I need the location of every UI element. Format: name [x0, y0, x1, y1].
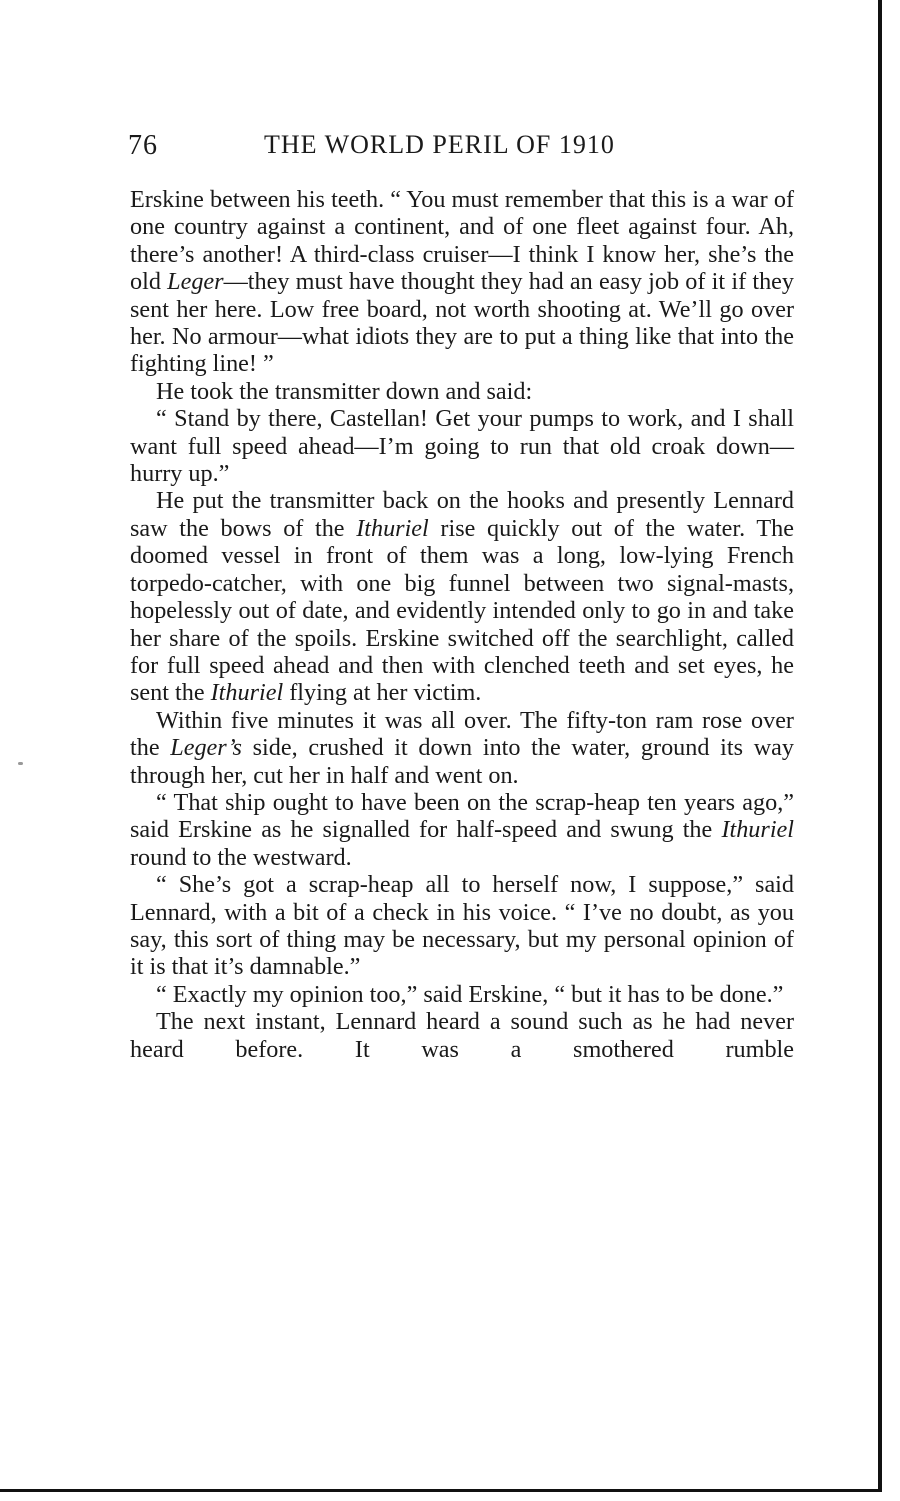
- paragraph: [130, 981, 794, 1008]
- italic-ship-name: Ithuriel: [356, 514, 429, 542]
- text-run: side, crushed it down into the water, ground its way through her, cut her in half and went on.: [130, 734, 794, 789]
- text-run: He took the transmitter down and said:: [156, 377, 533, 405]
- paragraph: [130, 789, 794, 871]
- paragraph: [130, 871, 794, 981]
- running-title: THE WORLD PERIL OF 1910: [264, 130, 615, 159]
- text-run: “ Exactly my opinion too,” said Erskine, “ but it has to be done.”: [156, 980, 784, 1008]
- running-header: [128, 130, 793, 170]
- text-run: round to the westward.: [130, 843, 352, 871]
- text-run: flying at her victim.: [283, 679, 482, 707]
- body-text: [130, 186, 794, 1063]
- text-run: “ She’s got a scrap-heap all to herself now, I suppose,” said Lennard, with a bit of a check in his voice. “ I’ve no doubt, as you say, this sort of thing may be necessary, but my personal opinion of it is that it’s damnable.”: [130, 871, 794, 981]
- paragraph: [130, 487, 794, 706]
- paragraph: [130, 186, 794, 378]
- paragraph: [130, 378, 794, 405]
- text-run: The next instant, Lennard heard a sound such as he had never heard before. It was a smothered rumble: [130, 1008, 794, 1063]
- paragraph: [130, 1008, 794, 1063]
- text-run: Within five minutes it was all over. The fifty-ton ram rose over the: [130, 706, 794, 762]
- paragraph: [130, 405, 794, 487]
- margin-speck: [18, 762, 23, 765]
- text-run: He put the transmitter back on the hooks and presently Lennard saw the bows of the: [130, 487, 794, 542]
- paragraph: [130, 707, 794, 789]
- italic-ship-name: Leger: [167, 268, 224, 296]
- italic-ship-name: Ithuriel: [721, 816, 794, 844]
- text-run: “ Stand by there, Castellan! Get your pumps to work, and I shall want full speed ahead—I’m going to run that old croak down—hurry up.”: [130, 405, 794, 488]
- text-run: Erskine between his teeth. “ You must remember that this is a war of one country against a continent, and of one fleet against four. Ah, there’s another! A third-class cruiser—I think I know her, she’s the old: [130, 186, 794, 296]
- text-run: “ That ship ought to have been on the scrap-heap ten years ago,” said Erskine as he signalled for half-speed and swung the: [130, 788, 794, 844]
- text-run: rise quickly out of the water. The doomed vessel in front of them was a long, low-lying French torpedo-catcher, with one big funnel between two signal-masts, hopelessly out of date, and evidently intended only to go in and take her share of the spoils. Erskine switched off the searchlight, called for full speed ahead and then with clenched teeth and set eyes, he sent the: [130, 514, 795, 707]
- text-run: —they must have thought they had an easy job of it if they sent her here. Low free board, not worth shooting at. We’ll go over her. No armour—what idiots they are to put a thing like that into the fighting line! ”: [130, 268, 794, 378]
- page-number: 76: [128, 130, 158, 161]
- italic-ship-name: Leger’s: [170, 734, 242, 762]
- italic-ship-name: Ithuriel: [210, 679, 284, 707]
